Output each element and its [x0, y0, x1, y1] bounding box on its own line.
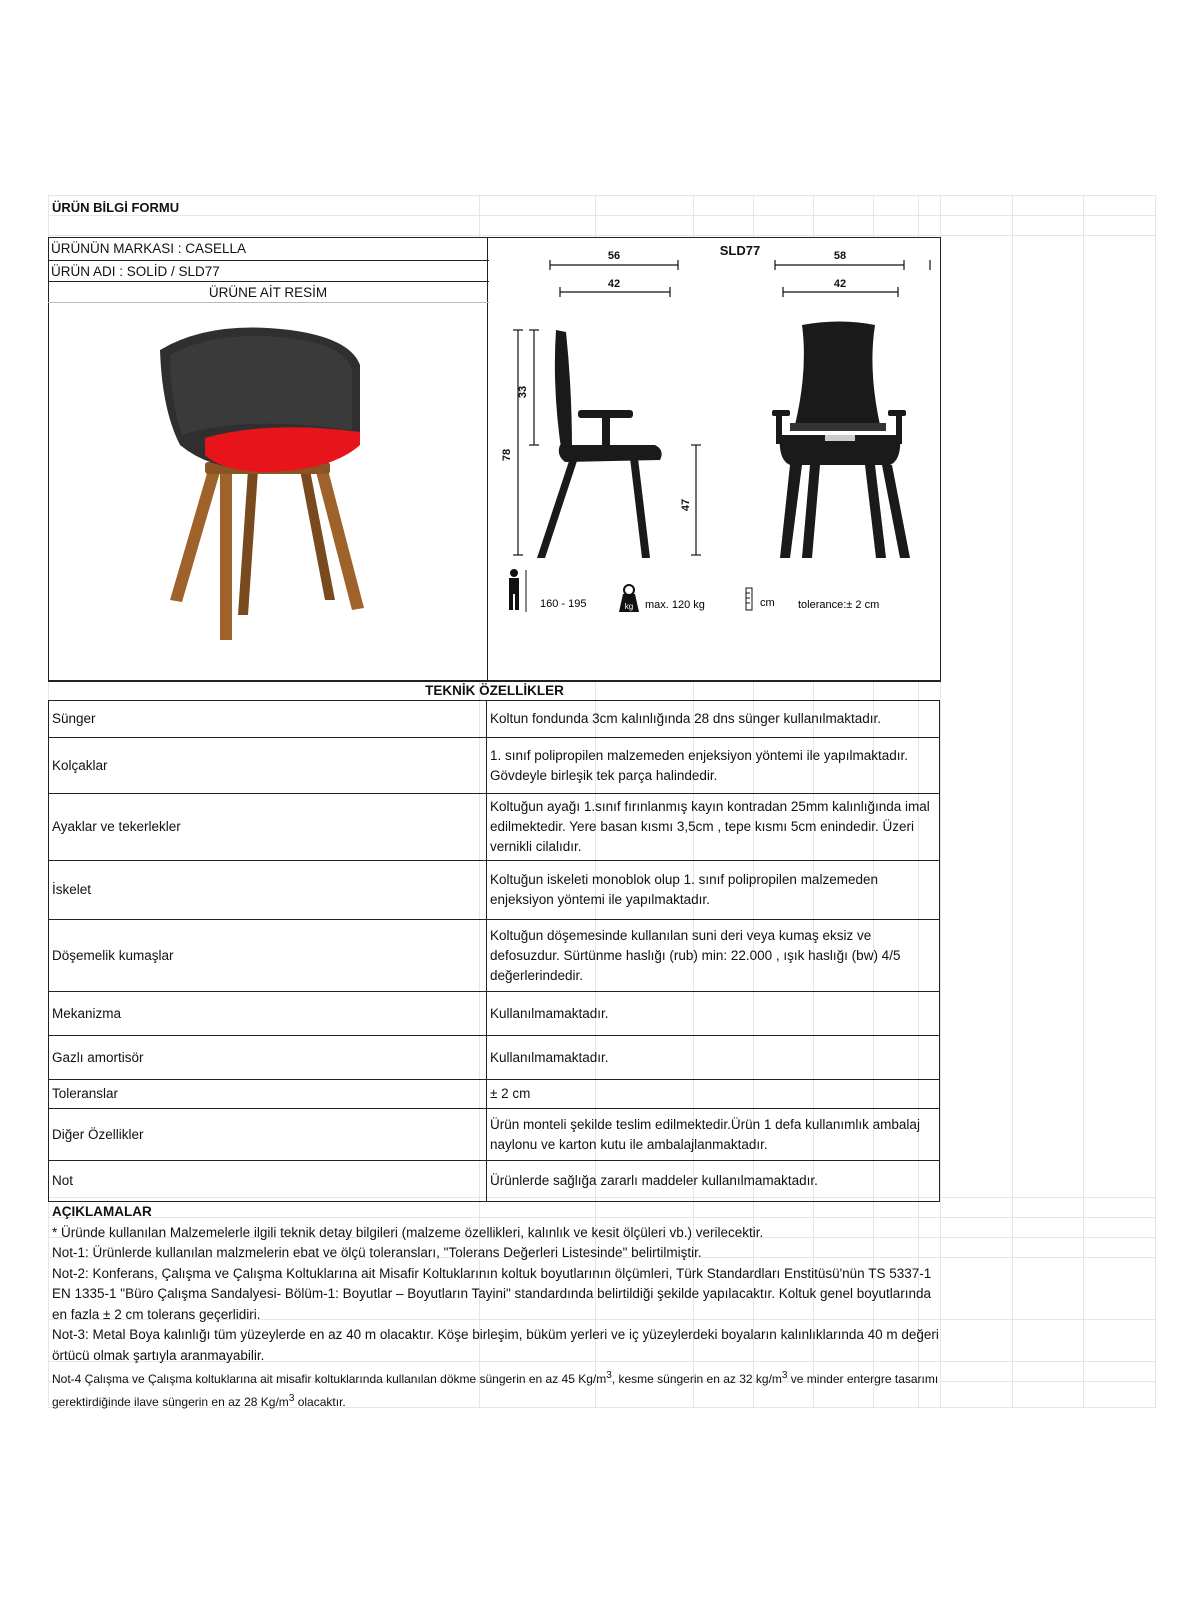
spec-value: ± 2 cm	[487, 1080, 940, 1109]
chair-leg	[220, 470, 232, 640]
note-item: Not-3: Metal Boya kalınlığı tüm yüzeylerde en az 40 m olacaktır. Köşe birleşim, büküm yerleri ve iç yüzeylerdeki boyaların kalınlıklarında 40 m değeri örtücü olmak şartıyla aranmayabilir.	[52, 1327, 939, 1363]
weight-icon	[619, 585, 639, 612]
spec-label: Diğer Özellikler	[49, 1109, 487, 1161]
back-height-label: 33	[517, 385, 529, 399]
front-width-label: 58	[833, 250, 847, 262]
spec-value: Kullanılmamaktadır.	[487, 1036, 940, 1080]
table-row	[49, 861, 940, 920]
specs-table	[48, 700, 940, 1202]
front-seat-width-label: 42	[833, 278, 847, 290]
side-width-label: 56	[607, 250, 621, 262]
spec-label: Gazlı amortisör	[49, 1036, 487, 1080]
note-item: * Üründe kullanılan Malzemelerle ilgili teknik detay bilgileri (malzeme özellikleri, kalınlık ve kesit ölçüleri vb.) verilecektir.	[52, 1224, 764, 1240]
product-name: ÜRÜN ADI : SOLİD / SLD77	[51, 264, 220, 279]
table-row	[49, 1109, 940, 1161]
spec-value: Koltuğun döşemesinde kullanılan suni deri veya kumaş eksiz ve defosuzdur. Sürtünme haslığı (rub) min: 22.000 , ışık haslığı (bw) 4/5 değerlerindedir.	[487, 920, 940, 992]
total-height-label: 78	[501, 448, 513, 462]
table-row	[49, 738, 940, 794]
notes-section	[52, 1202, 942, 1412]
chair-leg	[170, 470, 220, 602]
spec-value: Koltuğun ayağı 1.sınıf fırınlanmış kayın kontradan 25mm kalınlığında imal edilmektedir. Yere basan kısmı 3,5cm , tepe kısmı 5cm enindedir. Üzeri vernikli cilalıdır.	[487, 794, 940, 861]
max-weight-label: max. 120 kg	[645, 599, 705, 611]
note-item: Not-2: Konferans, Çalışma ve Çalışma Koltuklarına ait Misafir Koltuklarının koltuk boyutlarının ölçümleri, Türk Standardları Enstitüsü'nün TS 5337-1 EN 1335-1 "Büro Çalışma Sandalyesi- Bölüm-1: Boyutlar – Boyutların Tayini" standardında belirtildiği şekilde yapılacaktır. Koltuk genel boyutlarında en fazla ± 2 cm tolerans geçerlidiri.	[52, 1265, 932, 1322]
spec-label: Toleranslar	[49, 1080, 487, 1109]
table-row	[49, 701, 940, 738]
side-view-chair	[537, 330, 662, 558]
unit-label: cm	[760, 597, 775, 609]
table-row	[49, 920, 940, 992]
front-view-chair	[772, 322, 910, 559]
table-row	[49, 992, 940, 1036]
chair-leg	[238, 470, 258, 615]
spec-value: Ürün monteli şekilde teslim edilmektedir.Ürün 1 defa kullanımlık ambalaj naylonu ve karton kutu ile ambalajlanmaktadır.	[487, 1109, 940, 1161]
brand-name: ÜRÜNÜN MARKASI : CASELLA	[51, 241, 247, 256]
ruler-icon	[746, 588, 752, 610]
spec-value: Koltuğun iskeleti monoblok olup 1. sınıf polipropilen malzemeden enjeksiyon yöntemi ile yapılmaktadır.	[487, 861, 940, 920]
chair-cushion	[205, 427, 360, 472]
spec-label: Kolçaklar	[49, 738, 487, 794]
header-divider	[487, 237, 488, 680]
spec-label: Ayaklar ve tekerlekler	[49, 794, 487, 861]
image-label: ÜRÜNE AİT RESİM	[208, 285, 328, 300]
table-row	[49, 1080, 940, 1109]
spec-label: Döşemelik kumaşlar	[49, 920, 487, 992]
notes-title: AÇIKLAMALAR	[52, 1204, 152, 1219]
weight-badge: kg	[624, 602, 634, 611]
specs-title: TEKNİK ÖZELLİKLER	[425, 683, 564, 698]
table-row	[49, 1161, 940, 1202]
person-icon	[509, 569, 526, 612]
table-row	[49, 794, 940, 861]
seat-height-label: 47	[680, 498, 692, 512]
note-item: Not-1: Ürünlerde kullanılan malzmelerin ebat ve ölçü toleransları, "Tolerans Değerleri Listesinde" belirtilmiştir.	[52, 1245, 702, 1260]
note-item-4: Not-4 Çalışma ve Çalışma koltuklarına ait misafir koltuklarında kullanılan dökme süngerin en az 45 $Kg/m^3$, kesme süngerin en az 32 $kg/m^3$ ve minder entergre tasarımı gerektirdiğinde ilave süngerin en az 28 $Kg/m^3$ olacaktır.	[52, 1370, 939, 1409]
spec-label: Mekanizma	[49, 992, 487, 1036]
side-seat-width-label: 42	[607, 278, 621, 290]
spec-value: 1. sınıf polipropilen malzemeden enjeksiyon yöntemi ile yapılmaktadır. Gövdeyle birleşik tek parça halindedir.	[487, 738, 940, 794]
spec-value: Ürünlerde sağlığa zararlı maddeler kullanılmamaktadır.	[487, 1161, 940, 1202]
chair-photo	[120, 320, 420, 650]
spec-label: Sünger	[49, 701, 487, 738]
dimension-diagram	[490, 240, 936, 640]
table-row	[49, 1036, 940, 1080]
spec-value: Koltun fondunda 3cm kalınlığında 28 dns sünger kullanılmaktadır.	[487, 701, 940, 738]
spec-label: Not	[49, 1161, 487, 1202]
form-title: ÜRÜN BİLGİ FORMU	[52, 200, 180, 215]
model-label: SLD77	[719, 243, 761, 258]
spec-label: İskelet	[49, 861, 487, 920]
spec-value: Kullanılmamaktadır.	[487, 992, 940, 1036]
tolerance-label: tolerance:± 2 cm	[798, 599, 880, 611]
user-height-label: 160 - 195	[540, 598, 587, 610]
